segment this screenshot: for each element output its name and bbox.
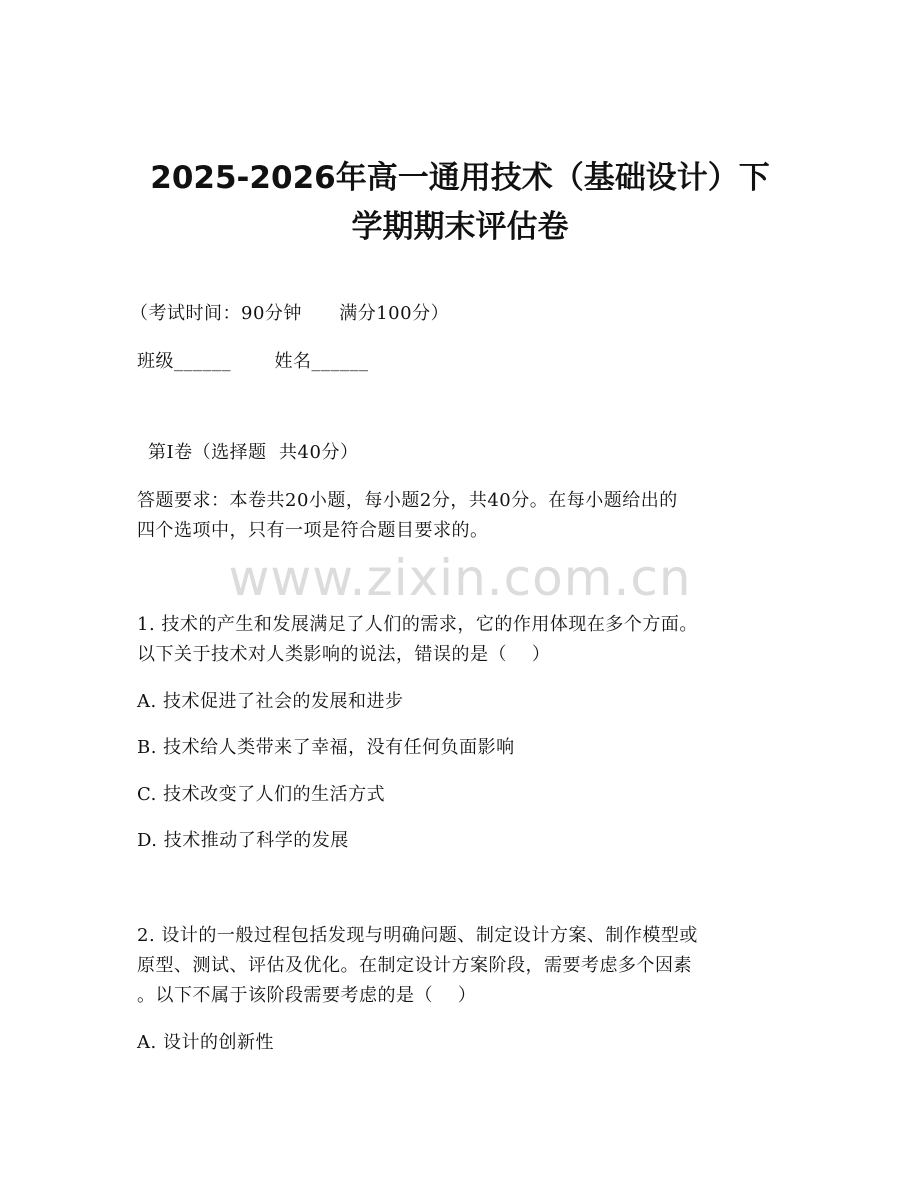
page-title-line-1: 2025-2026年高一通用技术（基础设计）下 xyxy=(150,160,770,196)
page-title-line-2: 学期期末评估卷 xyxy=(351,209,569,245)
class-name-fields: 班级______ 姓名______ xyxy=(137,351,369,372)
instructions-line-1: 答题要求：本卷共20小题，每小题2分，共40分。在每小题给出的 xyxy=(137,490,678,511)
question-2-stem-line-3: 。以下不属于该阶段需要考虑的是（ ） xyxy=(137,985,477,1006)
instructions-line-2: 四个选项中，只有一项是符合题目要求的。 xyxy=(137,520,489,541)
question-1-option-a: A. 技术促进了社会的发展和进步 xyxy=(137,691,404,712)
watermark: www.zixin.com.cn xyxy=(228,549,692,607)
question-1-stem-line-1: 1. 技术的产生和发展满足了人们的需求，它的作用体现在多个方面。 xyxy=(137,614,698,635)
section-title: 第Ⅰ卷（选择题 共40分） xyxy=(148,442,359,463)
question-1-option-c: C. 技术改变了人们的生活方式 xyxy=(137,784,386,805)
question-2-stem-line-1: 2. 设计的一般过程包括发现与明确问题、制定设计方案、制作模型或 xyxy=(137,925,698,946)
question-1-stem-line-2: 以下关于技术对人类影响的说法，错误的是（ ） xyxy=(137,644,551,665)
exam-info: （考试时间：90分钟 满分100分） xyxy=(130,303,450,324)
question-2-option-a: A. 设计的创新性 xyxy=(137,1032,274,1053)
question-1-option-b: B. 技术给人类带来了幸福，没有任何负面影响 xyxy=(137,737,515,758)
question-1-option-d: D. 技术推动了科学的发展 xyxy=(137,830,349,851)
question-2-stem-line-2: 原型、测试、评估及优化。在制定设计方案阶段，需要考虑多个因素 xyxy=(137,955,692,976)
